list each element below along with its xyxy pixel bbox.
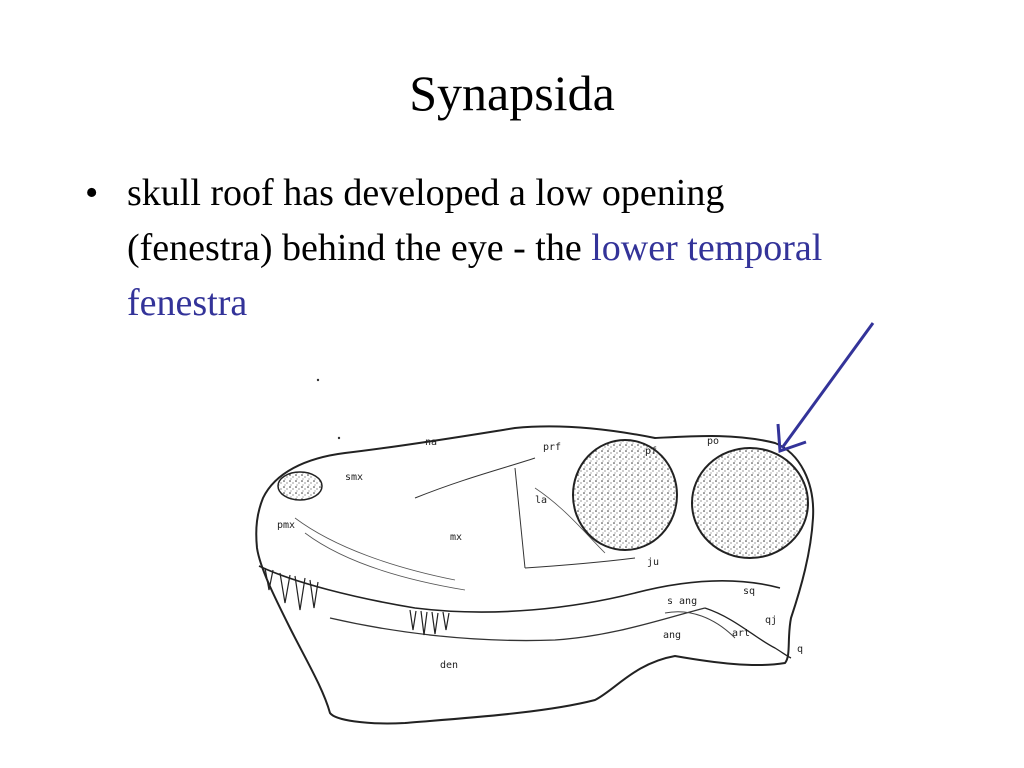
speck-mark — [317, 379, 319, 381]
nostril-opening — [278, 472, 322, 500]
bullet-item — [85, 166, 845, 331]
label-sang: s ang — [667, 596, 698, 607]
label-qj: qj — [765, 615, 778, 626]
label-prf: prf — [543, 442, 562, 453]
label-po: po — [707, 436, 720, 447]
speck-mark — [338, 437, 340, 439]
label-la: la — [535, 495, 548, 506]
label-ju: ju — [647, 557, 660, 568]
temporal-fenestra-opening — [692, 448, 808, 558]
bullet-highlight-text: lower temporal fenestra — [127, 227, 823, 324]
bullet-text: skull roof has developed a low opening (fenestra) behind the eye - the — [127, 172, 725, 269]
bullet-symbol: • — [85, 172, 99, 214]
slide-title: Synapsida — [409, 65, 615, 121]
orbit-opening — [573, 440, 677, 550]
label-den: den — [440, 660, 459, 671]
label-pmx: pmx — [277, 520, 296, 531]
arrow-shaft — [782, 323, 873, 448]
pointer-arrow — [760, 318, 885, 463]
label-mx: mx — [450, 532, 463, 543]
label-na: na — [425, 437, 438, 448]
label-pf: pf — [645, 446, 658, 457]
bullet-list — [85, 166, 845, 331]
label-smx: smx — [345, 472, 364, 483]
label-art: art — [732, 628, 751, 639]
label-q: q — [797, 644, 804, 655]
label-sq: sq — [743, 586, 756, 597]
label-ang: ang — [663, 630, 682, 641]
